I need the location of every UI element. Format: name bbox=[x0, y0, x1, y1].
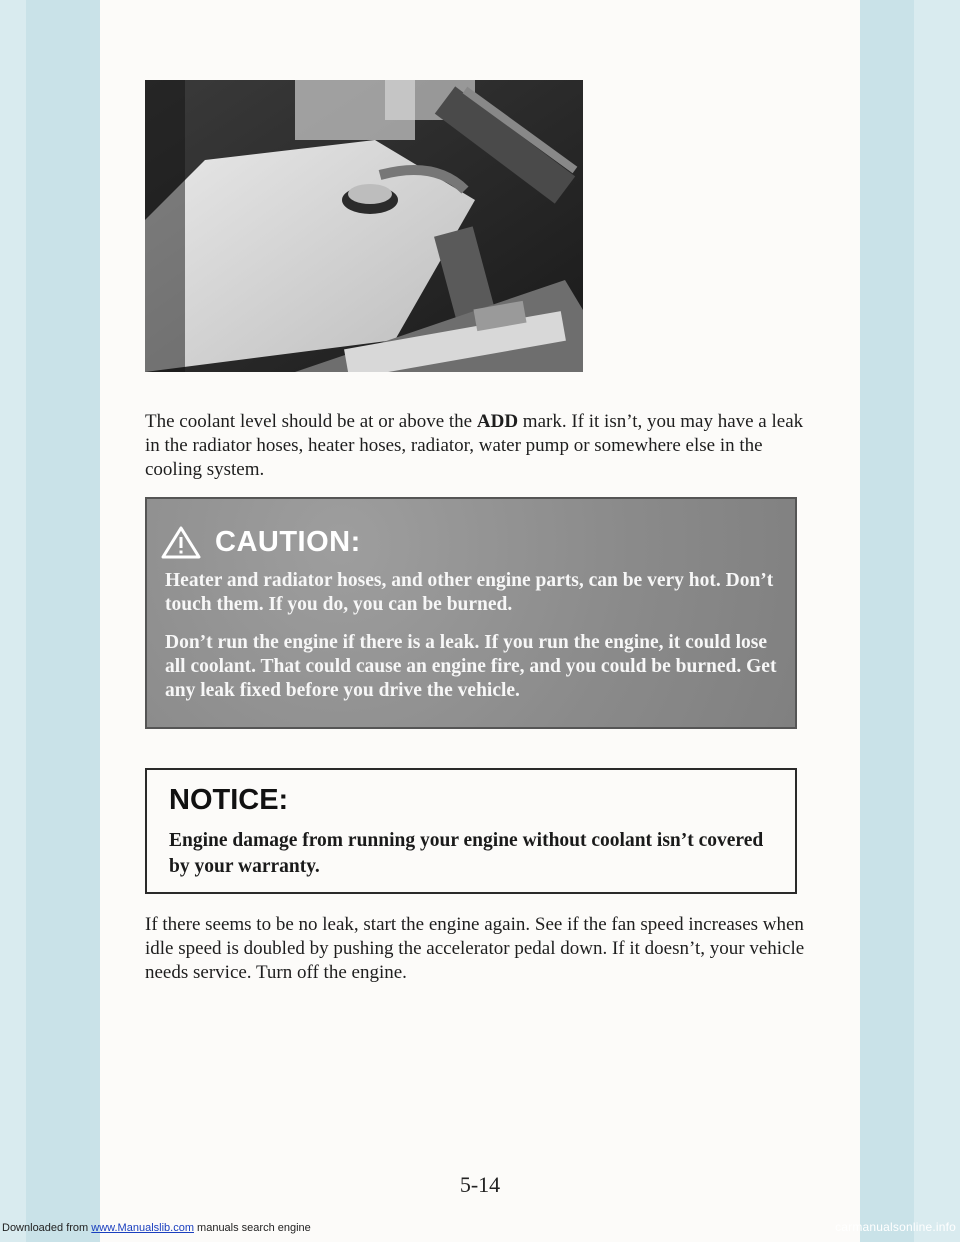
watermark: carmanualsonline.info bbox=[835, 1220, 956, 1234]
download-footer bbox=[0, 1222, 311, 1234]
page-number: 5-14 bbox=[459, 1172, 501, 1197]
notice-text: Engine damage from running your engine without coolant isn’t covered by your warranty. bbox=[169, 830, 764, 877]
engine-coolant-reservoir-photo bbox=[145, 80, 583, 372]
warning-triangle-icon bbox=[161, 525, 201, 559]
fan-speed-paragraph: If there seems to be no leak, start the engine again. See if the fan speed increases when idle speed is doubled by pushing the accelerator pedal down. If it doesn’t, your vehicle needs service. Turn off the engine. bbox=[145, 914, 805, 983]
footer-prefix: Downloaded from bbox=[2, 1222, 92, 1234]
notice-title: NOTICE: bbox=[169, 784, 289, 816]
add-mark-label: ADD bbox=[476, 411, 519, 432]
coolant-level-paragraph bbox=[145, 410, 805, 482]
manualslib-link[interactable]: www.Manualslib.com bbox=[91, 1222, 194, 1234]
caution-text-hot-parts: Heater and radiator hoses, and other engine parts, can be very hot. Don’t touch them. If you do, you can be burned. bbox=[165, 570, 774, 615]
footer-suffix: manuals search engine bbox=[193, 1222, 311, 1234]
notice-box bbox=[145, 768, 797, 894]
paragraph-text: mark. If it isn’t, you may have a leak in the radiator hoses, heater hoses, radiator, water pump or somewhere else in the cooling system. bbox=[145, 411, 804, 480]
paragraph-text: The coolant level should be at or above the bbox=[145, 411, 477, 432]
caution-header bbox=[161, 525, 361, 559]
caution-text-leak: Don’t run the engine if there is a leak. If you run the engine, it could lose all coolant. That could cause an engine fire, and you could be burned. Get any leak fixed before you drive the vehicle. bbox=[165, 632, 777, 701]
caution-box bbox=[145, 497, 797, 729]
caution-title: CAUTION: bbox=[215, 525, 361, 558]
